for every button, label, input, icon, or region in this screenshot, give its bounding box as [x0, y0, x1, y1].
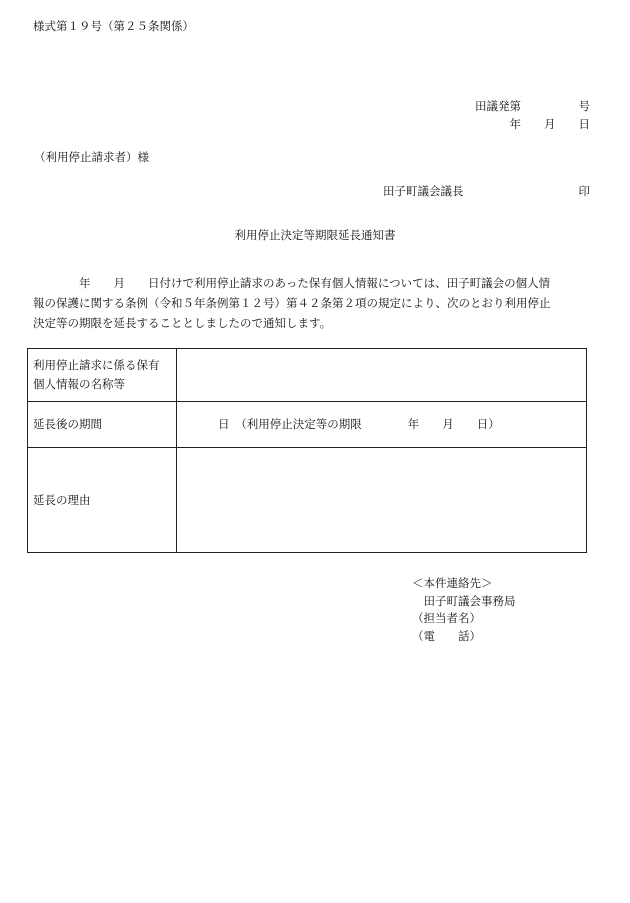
table-row: [28, 402, 587, 448]
extension-reason-label: 延長の理由: [28, 448, 177, 553]
table-row: [28, 349, 587, 402]
notice-body: [33, 273, 593, 333]
extended-period-label: 延長後の期間: [28, 402, 177, 448]
table-row: [28, 448, 587, 553]
contact-phone: （電 話）: [412, 628, 481, 643]
document-date: 年 月 日: [509, 117, 590, 131]
seal-mark: 印: [578, 184, 590, 198]
form-number: 様式第１９号（第２５条関係）: [33, 19, 194, 33]
body-line: 年 月 日付けで利用停止請求のあった保有個人情報については、田子町議会の個人情: [33, 276, 551, 290]
document-number: 田議発第 号: [475, 99, 590, 113]
contact-office: 田子町議会事務局: [412, 593, 516, 608]
contact-heading: ＜本件連絡先＞: [412, 576, 493, 590]
personal-info-name-value: [177, 349, 587, 402]
body-line: 決定等の期限を延長することとしましたので通知します。: [33, 316, 332, 330]
details-table: [27, 348, 587, 553]
extension-reason-value: [177, 448, 587, 553]
extended-period-text: 日 （利用停止決定等の期限 年 月 日）: [218, 417, 500, 431]
extended-period-value: [177, 402, 587, 448]
addressee: （利用停止請求者）様: [34, 150, 149, 164]
personal-info-name-label: 利用停止請求に係る保有 個人情報の名称等: [28, 349, 177, 402]
contact-person: （担当者名）: [412, 611, 481, 625]
body-line: 報の保護に関する条例（令和５年条例第１２号）第４２条第２項の規定により、次のとおり利用停止: [33, 296, 551, 310]
sender-title: 田子町議会議長: [383, 184, 464, 198]
contact-block: [412, 575, 516, 645]
document-title: 利用停止決定等期限延長通知書: [234, 228, 396, 242]
